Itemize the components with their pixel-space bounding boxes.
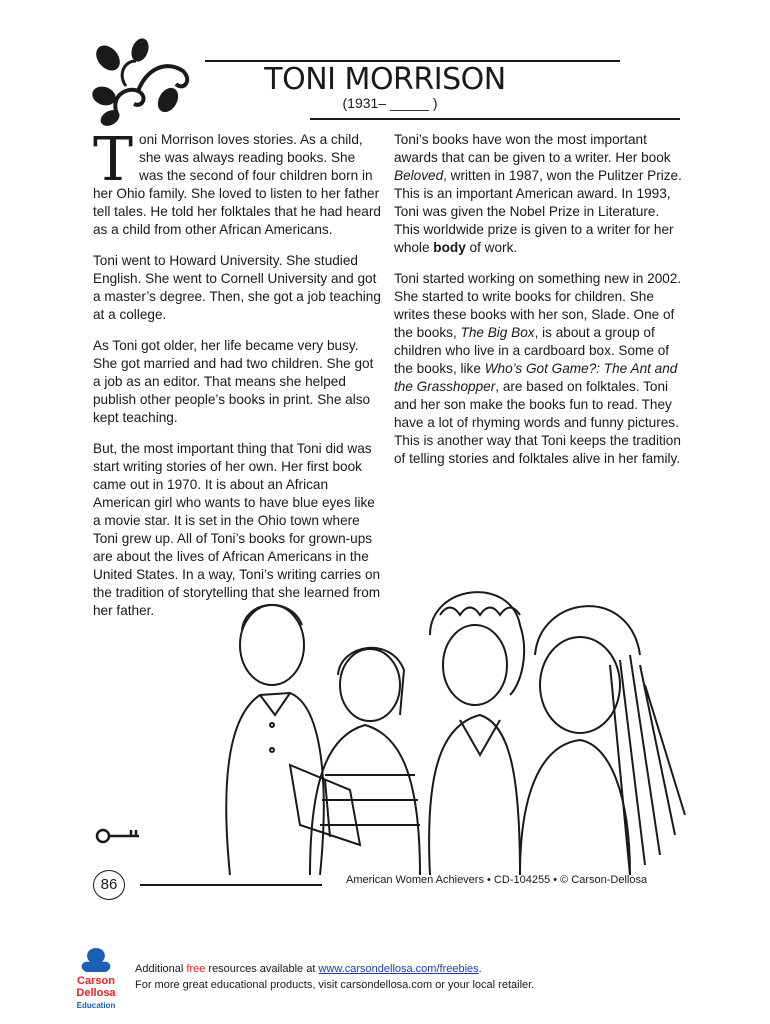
paragraph-4: But, the most important thing that Toni did was start writing stories of her own. Her first book came out in 1970. It is about an African American girl who wants to have blue eyes like a movie star. It is set in the Ohio town where Toni grew up. All of Toni’s books for grown-ups are about the lives of African Americans in the United States. In a way, Toni’s writing carries on the tradition of storytelling that she learned from her father.: [93, 441, 381, 618]
svg-text:Carson: Carson: [77, 975, 115, 987]
paragraph-3: As Toni got older, her life became very busy. She got married and had two children. She got a job as an editor. That means she helped publish other people’s books in print. She also kept teaching.: [93, 338, 374, 425]
footer-credit: American Women Achievers • CD-104255 • © Carson-Dellosa: [346, 874, 648, 886]
storytelling-illustration: [190, 575, 690, 875]
right-column: [394, 131, 684, 481]
paragraph-6: Toni started working on something new in 2002. She started to write books for children. She writes these books with her son, Slade. One of the books, The Big Box, is about a group of children who live in a cardboard box. Some of the books, like Who’s Got Game?: The Ant and the Grasshopper, are based on folktales. Toni and her son make the books fun to read. They have a lot of rhyming words and funny pictures. This is another way that Toni keeps the tradition of telling stories and folktales alive in her family.: [394, 271, 682, 466]
svg-text:Dellosa: Dellosa: [76, 987, 116, 999]
retailer-line: For more great educational products, visit carsondellosa.com or your local retailer.: [135, 979, 535, 991]
paragraph-2: Toni went to Howard University. She studied English. She went to Cornell University and got a master’s degree. Then, she got a job teaching at a college.: [93, 253, 381, 322]
freebies-link[interactable]: www.carsondellosa.com/freebies: [318, 963, 479, 975]
paragraph-1: Toni Morrison loves stories. As a child, she was always reading books. She was the second of four children born in her Ohio family. She loved to listen to her father tell tales. He told her folktales that he had heard as a child from other African Americans.: [93, 125, 381, 237]
key-icon: [95, 826, 141, 846]
left-column: [93, 125, 383, 633]
vine-ornament-icon: [88, 36, 198, 126]
carson-dellosa-logo: [66, 946, 126, 1014]
life-dates: (1931– _____ ): [342, 95, 438, 111]
freebies-line: Additional free resources available at www.carsondellosa.com/freebies.: [135, 963, 482, 975]
drop-cap: T: [93, 125, 134, 195]
header-bottom-rule: [310, 118, 680, 120]
svg-text:Education: Education: [76, 1001, 116, 1010]
page-number: 86: [93, 870, 125, 900]
footer-rule: [140, 884, 322, 886]
page-title: TONI MORRISON: [264, 62, 506, 97]
paragraph-5: Toni’s books have won the most important awards that can be given to a writer. Her book Beloved, written in 1987, won the Pulitzer Prize. This is an important American award. In 1993, Toni was given the Nobel Prize in Literature. This worldwide prize is given to a writer for her whole body of work.: [394, 132, 682, 255]
